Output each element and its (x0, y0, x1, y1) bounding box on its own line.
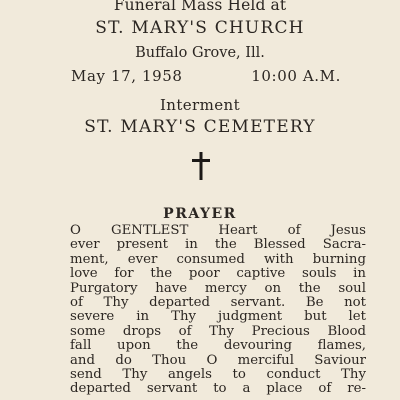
prayer-line: fall upon the devouring flames, (70, 338, 366, 354)
funeral-mass-heading: Funeral Mass Held at (113, 0, 287, 14)
prayer-line: of Thy departed servant. Be not (70, 294, 366, 310)
latin-cross-icon (190, 152, 212, 180)
prayer-line: some drops of Thy Precious Blood (70, 323, 366, 339)
mass-date: May 17, 1958 (71, 67, 183, 85)
prayer-line: love for the poor captive souls in (70, 266, 366, 282)
prayer-line: severe in Thy judgment but let (70, 309, 366, 325)
church-location: Buffalo Grove, Ill. (135, 45, 265, 61)
prayer-line: Purgatory have mercy on the soul (70, 280, 366, 296)
cemetery-name: ST. MARY'S CEMETERY (84, 117, 316, 137)
prayer-title: PRAYER (163, 206, 237, 222)
church-name: ST. MARY'S CHURCH (95, 18, 305, 38)
prayer-line: send Thy angels to conduct Thy (70, 366, 366, 382)
prayer-line: ever present in the Blessed Sacra- (70, 237, 366, 253)
interment-label: Interment (159, 96, 241, 114)
prayer-line: ment, ever consumed with burning (70, 251, 366, 267)
prayer-line: departed servant to a place of re- (70, 381, 366, 397)
prayer-text (70, 224, 366, 397)
prayer-line: O GENTLEST Heart of Jesus (70, 223, 366, 238)
mass-time: 10:00 A.M. (251, 67, 341, 85)
prayer-line: and do Thou O merciful Saviour (70, 352, 366, 368)
